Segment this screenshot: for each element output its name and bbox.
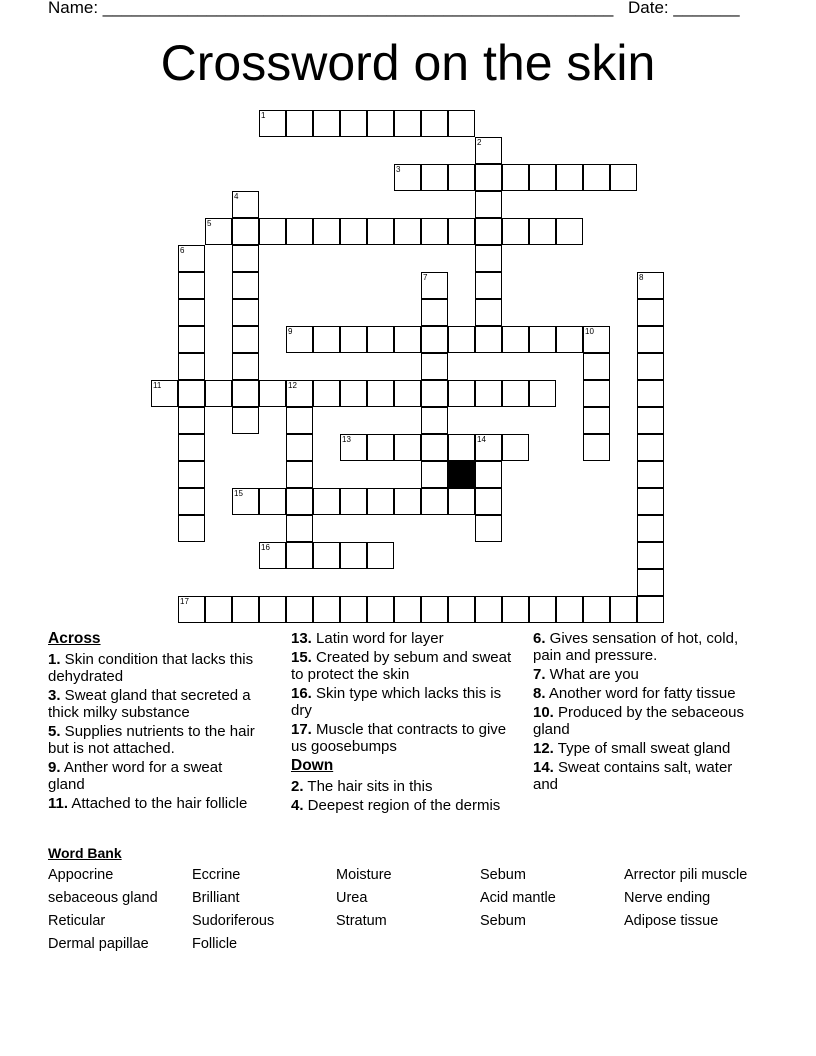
grid-cell[interactable] bbox=[637, 434, 664, 461]
clue-number: 9 bbox=[288, 327, 293, 336]
black-cell bbox=[448, 461, 475, 488]
word-bank-item: Urea bbox=[336, 890, 368, 906]
across-clue bbox=[291, 649, 516, 683]
grid-cell[interactable] bbox=[475, 191, 502, 218]
clue-num: 14. bbox=[533, 759, 554, 776]
clue-number: 17 bbox=[180, 597, 189, 606]
clue-num: 9. bbox=[48, 759, 61, 776]
grid-cell[interactable] bbox=[556, 164, 583, 191]
clue-num: 15. bbox=[291, 649, 312, 666]
grid-cell[interactable] bbox=[637, 326, 664, 353]
across-clue bbox=[48, 723, 263, 757]
grid-cell[interactable] bbox=[583, 434, 610, 461]
grid-cell[interactable] bbox=[475, 326, 502, 353]
clue-text: Attached to the hair follicle bbox=[68, 795, 248, 812]
across-clue bbox=[48, 651, 263, 685]
word-bank-item: Moisture bbox=[336, 867, 392, 883]
down-clue bbox=[533, 704, 761, 738]
grid-cell[interactable] bbox=[475, 515, 502, 542]
word-bank-item: Sebum bbox=[480, 913, 526, 929]
clue-number: 15 bbox=[234, 489, 243, 498]
grid-cell[interactable] bbox=[340, 488, 367, 515]
grid-cell[interactable] bbox=[475, 299, 502, 326]
grid-cell[interactable] bbox=[286, 488, 313, 515]
clue-num: 5. bbox=[48, 723, 61, 740]
grid-cell[interactable] bbox=[313, 110, 340, 137]
grid-cell[interactable] bbox=[340, 542, 367, 569]
grid-cell[interactable] bbox=[502, 326, 529, 353]
grid-cell[interactable] bbox=[421, 596, 448, 623]
grid-cell[interactable] bbox=[178, 461, 205, 488]
across-clue bbox=[291, 685, 516, 719]
grid-cell[interactable] bbox=[394, 596, 421, 623]
clue-text: Muscle that contracts to give us goosebumps bbox=[291, 721, 507, 755]
grid-cell[interactable] bbox=[259, 488, 286, 515]
clue-text: Another word for fatty tissue bbox=[545, 685, 736, 702]
grid-cell[interactable] bbox=[178, 488, 205, 515]
grid-cell[interactable] bbox=[475, 596, 502, 623]
down-heading: Down bbox=[291, 757, 334, 774]
clue-number: 10 bbox=[585, 327, 594, 336]
grid-cell[interactable] bbox=[583, 407, 610, 434]
clue-num: 8. bbox=[533, 685, 546, 702]
grid-cell[interactable] bbox=[475, 245, 502, 272]
grid-cell[interactable] bbox=[502, 218, 529, 245]
grid-cell[interactable] bbox=[205, 596, 232, 623]
clue-number: 12 bbox=[288, 381, 297, 390]
grid-cell[interactable] bbox=[313, 488, 340, 515]
clue-text: Gives sensation of hot, cold, pain and pressure. bbox=[533, 630, 739, 664]
grid-cell[interactable] bbox=[313, 542, 340, 569]
word-bank-item: Reticular bbox=[48, 913, 106, 929]
grid-cell[interactable] bbox=[421, 407, 448, 434]
grid-cell[interactable] bbox=[421, 218, 448, 245]
grid-cell[interactable] bbox=[610, 164, 637, 191]
date-field[interactable]: Date: _______ bbox=[628, 0, 740, 17]
grid-cell[interactable] bbox=[529, 164, 556, 191]
clue-num: 6. bbox=[533, 630, 546, 647]
grid-cell[interactable] bbox=[583, 353, 610, 380]
grid-cell[interactable] bbox=[367, 596, 394, 623]
clue-text: Anther word for a sweat gland bbox=[48, 759, 223, 793]
grid-cell[interactable] bbox=[637, 569, 664, 596]
grid-cell[interactable] bbox=[367, 434, 394, 461]
down-clue bbox=[533, 740, 761, 757]
word-bank-item: Dermal papillae bbox=[48, 936, 149, 952]
grid-cell[interactable] bbox=[178, 272, 205, 299]
clue-number: 7 bbox=[423, 273, 428, 282]
grid-cell[interactable] bbox=[475, 488, 502, 515]
name-field[interactable]: Name: ______________________________________________________ bbox=[48, 0, 614, 17]
grid-cell[interactable] bbox=[421, 164, 448, 191]
word-bank-heading: Word Bank bbox=[48, 845, 122, 861]
grid-cell[interactable] bbox=[340, 596, 367, 623]
clue-text: Produced by the sebaceous gland bbox=[533, 704, 744, 738]
grid-cell[interactable] bbox=[340, 110, 367, 137]
grid-cell[interactable] bbox=[313, 218, 340, 245]
down-clue bbox=[291, 797, 516, 814]
down-clue bbox=[533, 630, 761, 664]
grid-cell[interactable] bbox=[232, 407, 259, 434]
clue-number: 3 bbox=[396, 165, 401, 174]
grid-cell[interactable] bbox=[421, 299, 448, 326]
clue-number: 11 bbox=[153, 381, 162, 390]
clue-num: 16. bbox=[291, 685, 312, 702]
word-bank-item: Nerve ending bbox=[624, 890, 711, 906]
clue-number: 14 bbox=[477, 435, 486, 444]
grid-cell[interactable] bbox=[529, 218, 556, 245]
grid-cell[interactable] bbox=[259, 596, 286, 623]
grid-cell[interactable] bbox=[178, 353, 205, 380]
down-clue bbox=[533, 685, 761, 702]
grid-cell[interactable] bbox=[259, 380, 286, 407]
grid-cell[interactable] bbox=[421, 434, 448, 461]
across-clue bbox=[291, 630, 516, 647]
across-clue bbox=[48, 759, 263, 793]
grid-cell[interactable] bbox=[556, 326, 583, 353]
clue-text: Sweat gland that secreted a thick milky substance bbox=[48, 687, 251, 721]
clue-num: 2. bbox=[291, 778, 304, 795]
grid-cell[interactable] bbox=[556, 596, 583, 623]
grid-cell[interactable] bbox=[340, 326, 367, 353]
grid-cell[interactable] bbox=[232, 353, 259, 380]
down-clue bbox=[533, 759, 761, 793]
clue-text: What are you bbox=[545, 666, 639, 683]
clue-number: 2 bbox=[477, 138, 482, 147]
grid-cell[interactable] bbox=[178, 326, 205, 353]
clue-number: 16 bbox=[261, 543, 270, 552]
clue-text: Type of small sweat gland bbox=[553, 740, 731, 757]
word-bank-item: sebaceous gland bbox=[48, 890, 158, 906]
grid-cell[interactable] bbox=[637, 461, 664, 488]
across-clue bbox=[291, 721, 516, 755]
grid-cell[interactable] bbox=[637, 380, 664, 407]
grid-cell[interactable] bbox=[475, 164, 502, 191]
grid-cell[interactable] bbox=[502, 434, 529, 461]
grid-cell[interactable] bbox=[367, 110, 394, 137]
grid-cell[interactable] bbox=[637, 488, 664, 515]
grid-cell[interactable] bbox=[394, 380, 421, 407]
grid-cell[interactable] bbox=[583, 164, 610, 191]
clue-column-1 bbox=[48, 630, 263, 814]
clue-text: Deepest region of the dermis bbox=[303, 797, 501, 814]
word-bank-item: Arrector pili muscle bbox=[624, 867, 748, 883]
grid-cell[interactable] bbox=[394, 218, 421, 245]
grid-cell[interactable] bbox=[448, 434, 475, 461]
grid-cell[interactable] bbox=[529, 596, 556, 623]
word-bank-item: Sudoriferous bbox=[192, 913, 275, 929]
grid-cell[interactable] bbox=[394, 110, 421, 137]
grid-cell[interactable] bbox=[583, 380, 610, 407]
grid-cell[interactable] bbox=[529, 380, 556, 407]
grid-cell[interactable] bbox=[286, 110, 313, 137]
grid-cell[interactable] bbox=[340, 380, 367, 407]
grid-cell[interactable] bbox=[394, 326, 421, 353]
grid-cell[interactable] bbox=[475, 380, 502, 407]
word-bank-item: Stratum bbox=[336, 913, 387, 929]
clue-text: The hair sits in this bbox=[303, 778, 433, 795]
grid-cell[interactable] bbox=[637, 299, 664, 326]
clue-number: 5 bbox=[207, 219, 212, 228]
clue-number: 4 bbox=[234, 192, 239, 201]
word-bank-item: Brilliant bbox=[192, 890, 240, 906]
word-bank-item: Acid mantle bbox=[480, 890, 556, 906]
down-clue bbox=[533, 666, 761, 683]
clue-text: Sweat contains salt, water and bbox=[533, 759, 733, 793]
grid-cell[interactable] bbox=[448, 218, 475, 245]
grid-cell[interactable] bbox=[502, 596, 529, 623]
clue-num: 17. bbox=[291, 721, 312, 738]
clue-num: 11. bbox=[48, 795, 69, 812]
grid-cell[interactable] bbox=[637, 542, 664, 569]
grid-cell[interactable] bbox=[178, 407, 205, 434]
grid-cell[interactable] bbox=[178, 434, 205, 461]
word-bank-item: Adipose tissue bbox=[624, 913, 719, 929]
grid-cell[interactable] bbox=[502, 380, 529, 407]
grid-cell[interactable] bbox=[259, 218, 286, 245]
clue-num: 13. bbox=[291, 630, 312, 647]
clue-num: 1. bbox=[48, 651, 61, 668]
grid-cell[interactable] bbox=[637, 515, 664, 542]
page-title: Crossword on the skin bbox=[160, 35, 656, 91]
grid-cell[interactable] bbox=[178, 515, 205, 542]
grid-cell[interactable] bbox=[502, 164, 529, 191]
grid-cell[interactable] bbox=[475, 272, 502, 299]
grid-cell[interactable] bbox=[232, 272, 259, 299]
clue-number: 6 bbox=[180, 246, 185, 255]
grid-cell[interactable] bbox=[421, 110, 448, 137]
grid-cell[interactable] bbox=[421, 326, 448, 353]
grid-cell[interactable] bbox=[421, 461, 448, 488]
grid-cell[interactable] bbox=[286, 461, 313, 488]
grid-cell[interactable] bbox=[367, 380, 394, 407]
grid-cell[interactable] bbox=[205, 380, 232, 407]
grid-cell[interactable] bbox=[637, 353, 664, 380]
grid-cell[interactable] bbox=[421, 353, 448, 380]
clue-column-3 bbox=[533, 630, 761, 795]
grid-cell[interactable] bbox=[394, 488, 421, 515]
grid-cell[interactable] bbox=[556, 218, 583, 245]
grid-cell[interactable] bbox=[610, 596, 637, 623]
grid-cell[interactable] bbox=[448, 326, 475, 353]
across-clue bbox=[48, 687, 263, 721]
word-bank-item: Appocrine bbox=[48, 867, 114, 883]
grid-cell[interactable] bbox=[448, 596, 475, 623]
clue-num: 7. bbox=[533, 666, 546, 683]
clue-text: Skin condition that lacks this dehydrated bbox=[48, 651, 254, 685]
clue-num: 10. bbox=[533, 704, 554, 721]
grid-cell[interactable] bbox=[286, 542, 313, 569]
clue-text: Supplies nutrients to the hair but is not attached. bbox=[48, 723, 255, 757]
across-clue bbox=[48, 795, 263, 812]
grid-cell[interactable] bbox=[286, 218, 313, 245]
grid-cell[interactable] bbox=[448, 380, 475, 407]
grid-cell[interactable] bbox=[637, 407, 664, 434]
grid-cell[interactable] bbox=[448, 164, 475, 191]
clue-number: 8 bbox=[639, 273, 644, 282]
clue-text: Created by sebum and sweat to protect the skin bbox=[291, 649, 512, 683]
grid-cell[interactable] bbox=[421, 380, 448, 407]
word-bank-item: Eccrine bbox=[192, 867, 241, 883]
grid-cell[interactable] bbox=[583, 596, 610, 623]
clue-num: 4. bbox=[291, 797, 304, 814]
clue-column-2 bbox=[291, 630, 516, 816]
grid-cell[interactable] bbox=[286, 407, 313, 434]
clue-num: 12. bbox=[533, 740, 554, 757]
grid-cell[interactable] bbox=[367, 488, 394, 515]
grid-cell[interactable] bbox=[340, 218, 367, 245]
grid-cell[interactable] bbox=[448, 488, 475, 515]
grid-cell[interactable] bbox=[232, 380, 259, 407]
grid-cell[interactable] bbox=[637, 596, 664, 623]
grid-cell[interactable] bbox=[475, 461, 502, 488]
clue-text: Latin word for layer bbox=[311, 630, 444, 647]
clue-text: Skin type which lacks this is dry bbox=[291, 685, 502, 719]
grid-cell[interactable] bbox=[313, 596, 340, 623]
grid-cell[interactable] bbox=[475, 218, 502, 245]
grid-cell[interactable] bbox=[313, 326, 340, 353]
across-heading: Across bbox=[48, 630, 101, 647]
grid-cell[interactable] bbox=[232, 218, 259, 245]
grid-cell[interactable] bbox=[286, 515, 313, 542]
word-bank-item: Sebum bbox=[480, 867, 526, 883]
grid-cell[interactable] bbox=[313, 380, 340, 407]
grid-cell[interactable] bbox=[286, 596, 313, 623]
clue-number: 13 bbox=[342, 435, 351, 444]
clue-num: 3. bbox=[48, 687, 61, 704]
grid-cell[interactable] bbox=[178, 380, 205, 407]
grid-cell[interactable] bbox=[178, 299, 205, 326]
grid-cell[interactable] bbox=[367, 218, 394, 245]
grid-cell[interactable] bbox=[394, 434, 421, 461]
grid-cell[interactable] bbox=[232, 299, 259, 326]
grid-cell[interactable] bbox=[232, 245, 259, 272]
grid-cell[interactable] bbox=[529, 326, 556, 353]
grid-cell[interactable] bbox=[232, 326, 259, 353]
grid-cell[interactable] bbox=[367, 326, 394, 353]
clue-number: 1 bbox=[261, 111, 266, 120]
grid-cell[interactable] bbox=[367, 542, 394, 569]
word-bank-item: Follicle bbox=[192, 936, 238, 952]
grid-cell[interactable] bbox=[421, 488, 448, 515]
down-clue bbox=[291, 778, 516, 795]
grid-cell[interactable] bbox=[286, 434, 313, 461]
grid-cell[interactable] bbox=[448, 110, 475, 137]
grid-cell[interactable] bbox=[232, 596, 259, 623]
